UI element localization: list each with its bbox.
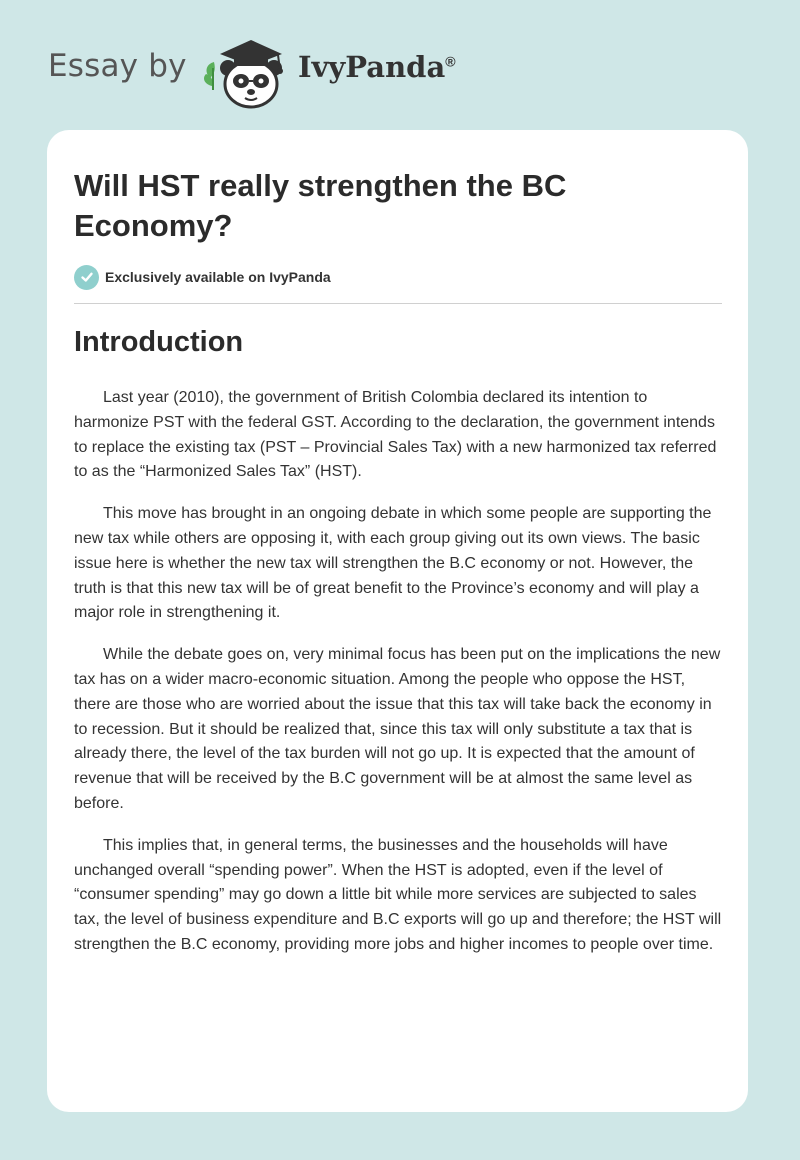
essay-card xyxy=(47,130,748,1112)
paragraph: This implies that, in general terms, the businesses and the households will have unchanged overall “spending power”. When the HST is adopted, even if the level of “consumer spending” may go down a little bit while more services are subjected to sales tax, the level of business expenditure and B.C exports will go up and therefore; the HST will strengthen the B.C economy, providing more jobs and higher incomes to people over time. xyxy=(74,836,722,953)
essay-body xyxy=(74,386,724,975)
brand-name[interactable] xyxy=(298,50,456,84)
exclusive-badge xyxy=(74,264,331,290)
page-title: Will HST really strengthen the BC Economy? xyxy=(74,168,567,243)
section-heading: Introduction xyxy=(74,326,244,358)
paragraph: This move has brought in an ongoing debate in which some people are supporting the new tax while others are opposing it, with each group giving out its own views. The basic issue here is whether the new tax will strengthen the B.C economy or not. However, the truth is that this new tax will be of great benefit to the Province’s economy and will play a major role in strengthening it. xyxy=(74,505,712,622)
panda-graduate-icon[interactable] xyxy=(200,34,296,110)
brand-name-text: IvyPanda xyxy=(298,50,446,84)
divider xyxy=(74,303,722,304)
registered-mark: ® xyxy=(445,53,456,70)
essay-by-label: Essay by xyxy=(48,48,187,84)
badge-text: Exclusively available on IvyPanda xyxy=(105,269,331,285)
site-header xyxy=(48,34,748,114)
paragraph: Last year (2010), the government of British Colombia declared its intention to harmonize PST with the federal GST. According to the declaration, the government intends to replace the existing tax (PST – Provincial Sales Tax) with a new harmonized tax referred to as the “Harmonized Sales Tax” (HST). xyxy=(74,389,717,481)
check-icon xyxy=(74,265,99,290)
paragraph: While the debate goes on, very minimal focus has been put on the implications the new tax has on a wider macro-economic situation. Among the people who oppose the HST, there are those who are worried about the issue that this tax will take back the economy in to recession. But it should be realized that, since this tax will only substitute a tax that is already there, the level of the tax burden will not go up. It is expected that the amount of revenue that will be received by the B.C government will be at almost the same level as before. xyxy=(74,646,721,812)
